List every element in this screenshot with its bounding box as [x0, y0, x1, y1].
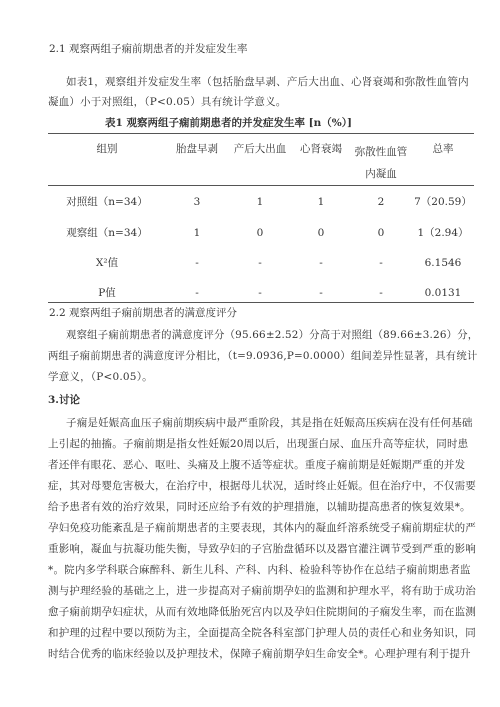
table-cell: 3	[193, 195, 201, 208]
section-heading-2-1: 2.1 观察两组子痫前期患者的并发症发生率	[49, 43, 248, 55]
paragraph-line: 凝血）小于对照组，（P<0.05）具有统计学意义。	[48, 96, 287, 108]
table-cell: -	[195, 286, 199, 299]
column-header: 总率	[432, 143, 454, 155]
table-cell: 0	[377, 226, 385, 239]
table-cell: -	[319, 256, 323, 269]
table-cell: 0.0131	[424, 286, 462, 299]
table-cell: -	[379, 286, 383, 299]
table-header-row	[48, 134, 474, 186]
table-cell: 1	[193, 226, 201, 239]
paragraph-line: 时结合优秀的临床经验以及护理技术，保障子痫前期孕妇生命安全*。心理护理有利于提升	[48, 648, 471, 660]
paragraph-line: 学意义，（P<0.05）。	[48, 371, 153, 383]
paragraph-line: 愈子痫前期孕妇症状，从而有效地降低胎死宫内以及孕妇住院期间的子痫发生率，而在监测	[48, 606, 476, 618]
column-header: 产后大出血	[233, 143, 287, 155]
column-header: 胎盘早剥	[176, 143, 218, 155]
paragraph-line: 者还伴有眼花、恶心、呕吐、头痛及上腹不适等症状。重度子痫前期是妊娠期严重的并发	[48, 459, 466, 471]
table-cell: -	[195, 256, 199, 269]
paragraph-line: 观察组子痫前期患者的满意度评分（95.66±2.52）分高于对照组（89.66±3.26）分，	[66, 329, 479, 341]
table-cell: 0	[317, 226, 325, 239]
table-cell: 1	[317, 195, 325, 208]
section-heading-3: 3.讨论	[48, 394, 80, 406]
section-heading-2-2: 2.2 观察两组子痫前期患者的满意度评分	[49, 307, 238, 319]
column-header: 组别	[96, 143, 118, 155]
table-cell: P值	[98, 287, 116, 299]
table-caption: 表1 观察两组子痫前期患者的并发症发生率 [n（%）]	[105, 117, 352, 129]
table-cell: 观察组（n=34）	[66, 227, 148, 239]
table-cell: 1	[256, 195, 264, 208]
paragraph-line: 子痫是妊娠高血压子痫前期疾病中最严重阶段，其是指在妊娠高压疾病在没有任何基础	[66, 417, 473, 429]
table-cell: 6.1546	[424, 256, 462, 269]
paragraph-line: *。院内多学科联合麻醉科、新生儿科、产科、内科、检验科等协作在总结子痫前期患者监	[48, 564, 471, 576]
paragraph-line: 上引起的抽搐。子痫前期是指女性妊娠20周以后，出现蛋白尿、血压升高等症状，同时患	[48, 438, 469, 450]
table-row	[48, 278, 474, 308]
column-header: 心肾衰竭	[300, 143, 342, 155]
paragraph-line: 孕妇免疫功能紊乱是子痫前期患者的主要表现，其体内的凝血纤溶系统受子痫前期症状的严	[48, 522, 476, 534]
table-cell: X²值	[95, 257, 119, 269]
table-cell: 0	[256, 226, 264, 239]
paragraph-line: 症，其对母婴危害极大，在治疗中，根据母儿状况，适时终止妊娠。但在治疗中，不仅需要	[48, 480, 476, 492]
table-cell: 2	[377, 195, 385, 208]
table-bottom-rule	[48, 302, 474, 303]
paragraph-line: 给予患者有效的治疗效果，同时还应给予有效的护理措施，以辅助提高患者的恢复效果*。	[48, 501, 471, 513]
table-cell: 对照组（n=34）	[66, 196, 148, 209]
table-cell: -	[319, 286, 323, 299]
table-cell: 1（2.94）	[417, 227, 469, 239]
table-cell: -	[258, 286, 262, 299]
paragraph-line: 两组子痫前期患者的满意度评分相比，（t=9.0936,P=0.0000）组间差异性显著，具有统计	[48, 350, 478, 362]
table-row	[48, 186, 474, 218]
table-cell: -	[258, 256, 262, 269]
paragraph-line: 重影响，凝血与抗凝功能失衡，导致孕妇的子宫胎盘循环以及器官灌注调节受到严重的影响	[48, 543, 476, 555]
complication-table	[48, 134, 474, 308]
column-header: 弥散性血管内凝血	[354, 146, 408, 180]
table-row	[48, 248, 474, 278]
paragraph-line: 测与护理经验的基础之上，进一步提高对子痫前期孕妇的监测和护理水平，将有助于成功治	[48, 585, 476, 597]
table-cell: -	[379, 256, 383, 269]
paragraph-line: 如表1，观察组并发症发生率（包括胎盘早剥、产后大出血、心肾衰竭和弥散性血管内	[66, 76, 469, 88]
table-cell: 7（20.59）	[414, 196, 472, 209]
paragraph-line: 和护理的过程中要以预防为主，全面提高全院各科室部门护理人员的责任心和业务知识，同	[48, 627, 476, 639]
table-row	[48, 218, 474, 248]
